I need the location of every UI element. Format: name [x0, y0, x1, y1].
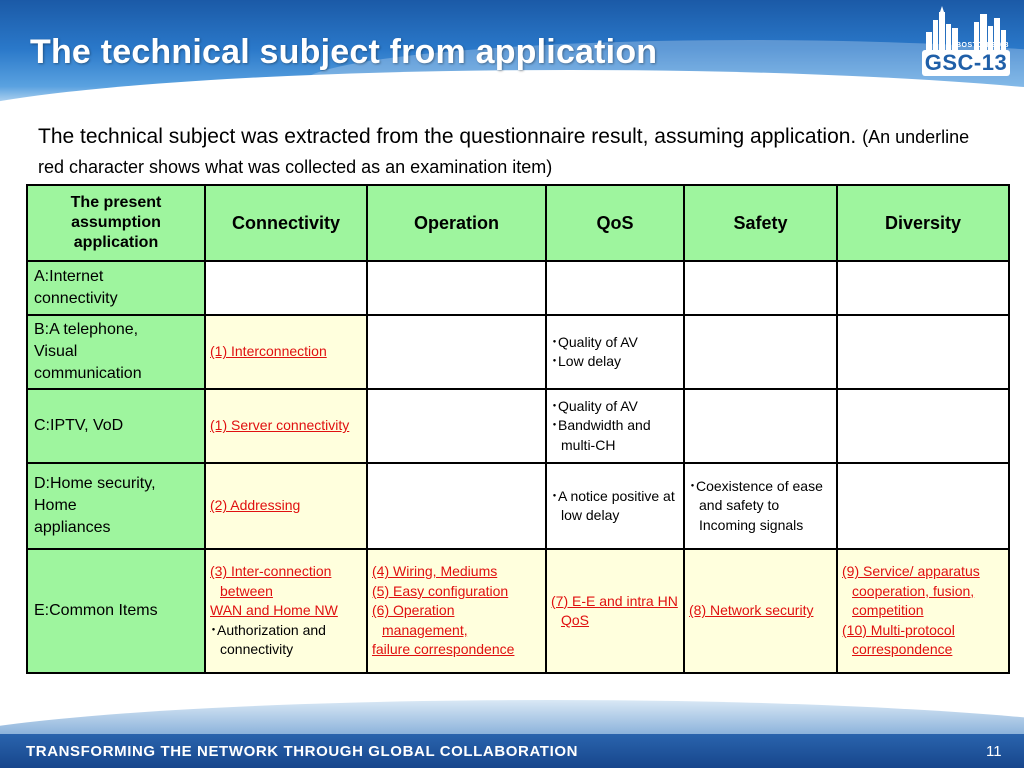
examination-item: (5) Easy configuration: [372, 582, 509, 599]
cell-safety: [684, 261, 837, 315]
cell-operation: [367, 261, 546, 315]
header-cell-qos: QoS: [546, 185, 684, 261]
header-first-line: application: [73, 234, 159, 251]
row-label-cell: [27, 463, 205, 549]
cell-operation: [367, 463, 546, 549]
cell-operation: [367, 315, 546, 389]
examination-item: (4) Wiring, Mediums: [372, 563, 498, 580]
cell-operation: [367, 389, 546, 463]
table-row: [27, 549, 1009, 673]
cell-text: ･Coexistence of ease and safety to Incoming signals: [689, 477, 823, 533]
table-row: [27, 463, 1009, 549]
examination-item: (1) Interconnection: [210, 343, 327, 360]
cell-diversity: [837, 261, 1009, 315]
row-label-line: appliances: [34, 519, 111, 536]
cell-diversity: [837, 389, 1009, 463]
row-label-cell: [27, 549, 205, 673]
cell-safety: [684, 389, 837, 463]
examination-item: (10) Multi-protocol correspondence: [842, 621, 955, 658]
cell-connectivity: [205, 549, 367, 673]
cell-text: ･Authorization and connectivity: [210, 621, 326, 658]
cell-diversity: [837, 549, 1009, 673]
row-label-line: Home: [34, 497, 77, 514]
logo-city-text: BOSTON 2008: [956, 42, 1009, 49]
table-row: [27, 315, 1009, 389]
cell-text: ･Bandwidth and multi-CH: [551, 417, 651, 453]
page-number: 11: [986, 743, 1002, 760]
row-label-line: A:Internet: [34, 268, 104, 285]
cell-qos: [546, 389, 684, 463]
intro-note: (An underline red character shows what was collected as an examination item): [38, 127, 970, 177]
cell-connectivity: [205, 389, 367, 463]
intro-text: [38, 122, 998, 182]
examination-item: (6) Operation management,: [372, 602, 468, 638]
row-label-cell: [27, 389, 205, 463]
intro-main: The technical subject was extracted from the questionnaire result, assuming application.: [38, 125, 857, 148]
table-row: [27, 261, 1009, 315]
row-label-line: B:A telephone,: [34, 321, 139, 338]
row-label-line: C:IPTV, VoD: [34, 417, 124, 434]
examination-item: (2) Addressing: [210, 497, 301, 514]
cell-safety: [684, 463, 837, 549]
cell-connectivity: [205, 315, 367, 389]
footer-tagline: TRANSFORMING THE NETWORK THROUGH GLOBAL COLLABORATION: [26, 743, 579, 760]
gsc-logo: [918, 6, 1014, 78]
slide-header: [0, 0, 1024, 108]
examination-item: (7) E-E and intra HN QoS: [551, 592, 678, 628]
slide-title: The technical subject from application: [30, 33, 658, 71]
table-header-row: [27, 185, 1009, 261]
cell-safety: [684, 315, 837, 389]
row-label-cell: [27, 315, 205, 389]
header-cell-safety: Safety: [684, 185, 837, 261]
examination-item: (1) Server connectivity: [210, 417, 350, 434]
cell-qos: [546, 315, 684, 389]
row-label-line: Visual: [34, 343, 78, 360]
cell-operation: [367, 549, 546, 673]
header-cell-diversity: Diversity: [837, 185, 1009, 261]
examination-item: WAN and Home NW: [210, 602, 338, 619]
examination-item: (3) Inter-connection between: [210, 563, 332, 599]
cell-connectivity: [205, 261, 367, 315]
cell-text: ･Quality of AV: [551, 333, 638, 350]
cell-qos: [546, 261, 684, 315]
header-cell-connectivity: Connectivity: [205, 185, 367, 261]
cell-diversity: [837, 463, 1009, 549]
cell-qos: [546, 463, 684, 549]
row-label-line: connectivity: [34, 290, 118, 307]
cell-text: ･A notice positive at low delay: [551, 487, 675, 523]
cell-diversity: [837, 315, 1009, 389]
logo-name: GSC-13: [922, 50, 1010, 76]
header-cell-application: [27, 185, 205, 261]
row-label-line: E:Common Items: [34, 602, 158, 619]
header-first-line: assumption: [71, 214, 161, 231]
header-first-line: The present: [70, 194, 162, 211]
row-label-cell: [27, 261, 205, 315]
slide-footer: [0, 700, 1024, 768]
table-body: [27, 261, 1009, 673]
cell-safety: [684, 549, 837, 673]
header-cell-operation: Operation: [367, 185, 546, 261]
examination-item: (8) Network security: [689, 602, 814, 619]
cell-qos: [546, 549, 684, 673]
cell-text: ･Quality of AV: [551, 397, 638, 414]
table-row: [27, 389, 1009, 463]
row-label-line: communication: [34, 365, 142, 382]
row-label-line: D:Home security,: [34, 475, 156, 492]
examination-item: failure correspondence: [372, 641, 515, 658]
cell-connectivity: [205, 463, 367, 549]
subject-matrix-table: [26, 184, 1010, 674]
examination-item: (9) Service/ apparatus cooperation, fusion, competition: [842, 563, 980, 619]
cell-text: ･Low delay: [551, 353, 622, 369]
